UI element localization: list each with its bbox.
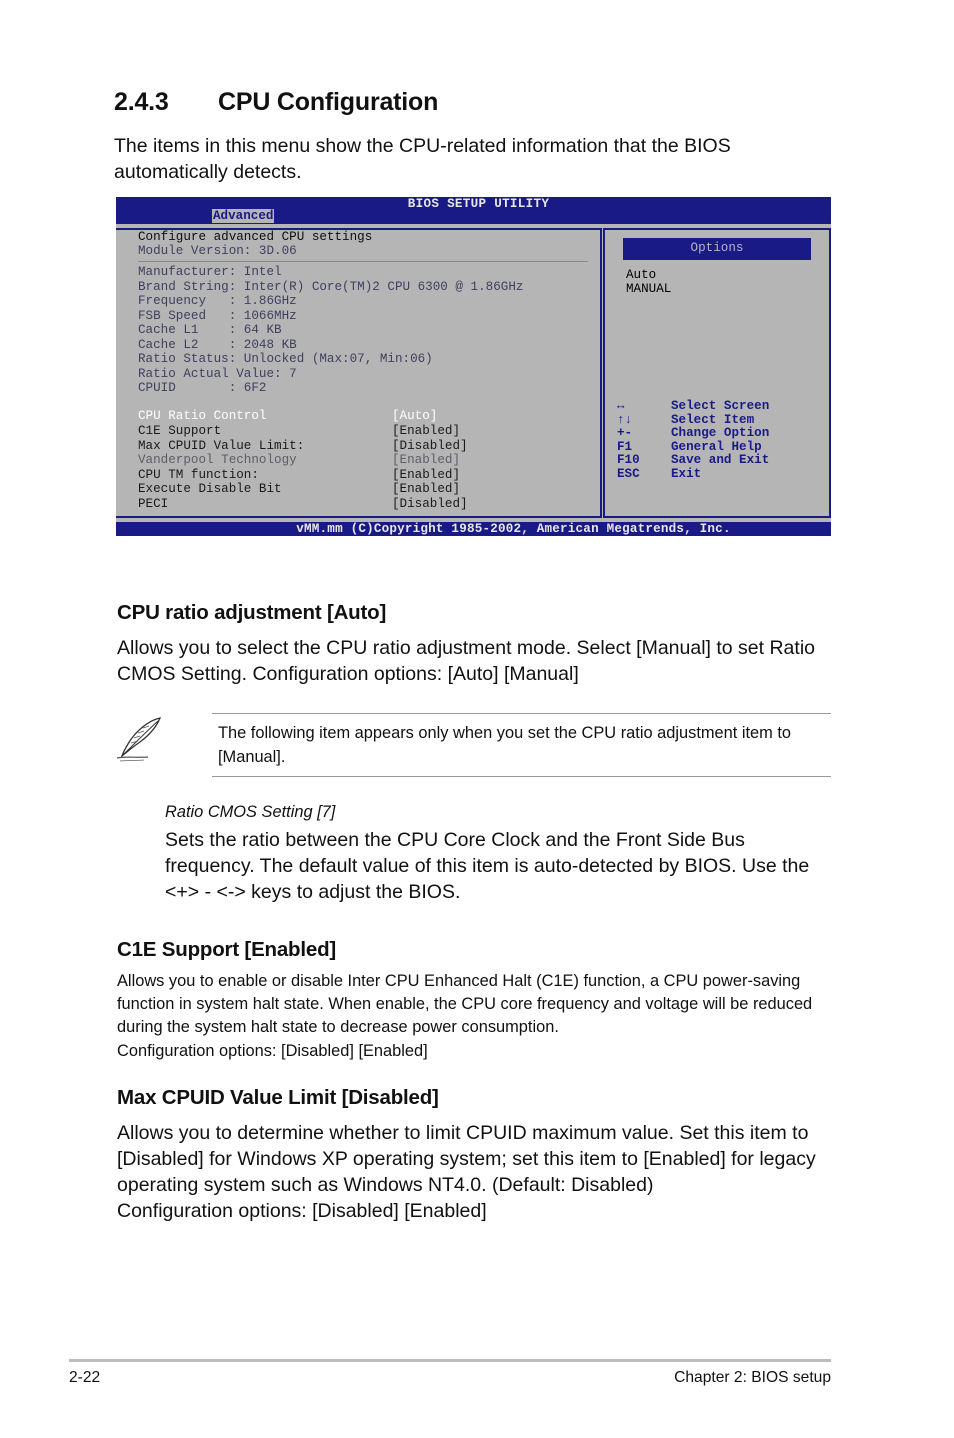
f10-key: F10 [617, 453, 640, 468]
key-desc-exit: Exit [671, 467, 702, 481]
cpu-ratio-heading: CPU ratio adjustment [Auto] [117, 601, 387, 624]
arrows-up-down-icon: ↑↓ [617, 412, 633, 427]
ratio-cmos-heading: Ratio CMOS Setting [7] [165, 803, 336, 821]
bios-value-c1e-support[interactable]: [Enabled] [392, 424, 461, 438]
bios-setting-vanderpool: Vanderpool Technology [138, 453, 297, 467]
bios-info-line: Ratio Status: Unlocked (Max:07, Min:06) [138, 352, 433, 366]
c1e-heading: C1E Support [Enabled] [117, 938, 337, 961]
bios-info-line: Brand String: Inter(R) Core(TM)2 CPU 6300 @ 1.86GHz [138, 279, 524, 294]
section-number: 2.4.3 [114, 88, 169, 116]
intro-paragraph: The items in this menu show the CPU-related information that the BIOS automatically detects. [114, 135, 731, 183]
note-text: The following item appears only when you set the CPU ratio adjustment item to [Manual]. [218, 724, 792, 766]
bios-setting-max-cpuid[interactable]: Max CPUID Value Limit: [138, 438, 305, 453]
key-desc-select-screen: Select Screen [671, 399, 770, 413]
cpuid-body: Allows you to determine whether to limit CPUID maximum value. Set this item to [Disabled] for Windows XP operating system; set this item to [Enabled] for legacy operating system such as Windows NT4.0. (Default: Disabled) [117, 1122, 816, 1196]
ratio-cmos-body: Sets the ratio between the CPU Core Clock and the Front Side Bus frequency. The default value of this item is auto-detected by BIOS. Use the <+> - <-> keys to adjust the BIOS. [165, 829, 810, 903]
note-top-rule [212, 713, 831, 714]
bios-value-vanderpool: [Enabled] [392, 453, 461, 467]
bios-separator [138, 261, 588, 262]
section-heading [114, 88, 438, 117]
cpuid-options: Configuration options: [Disabled] [Enabled] [117, 1200, 487, 1222]
bios-value-cpu-ratio-control[interactable]: [Auto] [392, 409, 438, 423]
arrows-left-right-icon: ↔ [617, 399, 625, 413]
bios-info-line: Cache L2 : 2048 KB [138, 337, 297, 352]
cpuid-heading: Max CPUID Value Limit [Disabled] [117, 1086, 439, 1109]
bios-value-execute-disable[interactable]: [Enabled] [392, 482, 461, 496]
cpu-ratio-body: Allows you to select the CPU ratio adjustment mode. Select [Manual] to set Ratio CMOS Setting. Configuration options: [Auto] [Manual] [117, 637, 816, 685]
footer-rule [69, 1359, 831, 1362]
esc-key: ESC [617, 467, 640, 481]
bios-option-manual[interactable]: MANUAL [626, 282, 672, 296]
bios-option-auto[interactable]: Auto [626, 268, 657, 282]
bios-info-line: Manufacturer: Intel [138, 265, 282, 279]
bios-value-cpu-tm[interactable]: [Enabled] [392, 467, 461, 482]
bios-setting-peci[interactable]: PECI [138, 496, 169, 511]
key-desc-general-help: General Help [671, 439, 762, 454]
section-title: CPU Configuration [218, 88, 439, 116]
bios-tab-advanced[interactable]: Advanced [213, 209, 274, 223]
bios-info-line: Frequency : 1.86GHz [138, 294, 297, 308]
bios-value-max-cpuid[interactable]: [Disabled] [392, 438, 468, 453]
key-desc-save-exit: Save and Exit [671, 453, 770, 468]
chapter-label: Chapter 2: BIOS setup [674, 1369, 831, 1386]
bios-setting-cpu-tm[interactable]: CPU TM function: [138, 467, 259, 482]
bios-info-line: FSB Speed : 1066MHz [138, 308, 297, 323]
c1e-body: Allows you to enable or disable Inter CPU Enhanced Halt (C1E) function, a CPU power-saving function in system halt state. When enable, the CPU core frequency and voltage will be reduced during the system halt state to decrease power consumption. [117, 972, 813, 1037]
bios-title: BIOS SETUP UTILITY [407, 197, 550, 211]
note-bottom-rule [212, 776, 831, 777]
bios-value-peci[interactable]: [Disabled] [392, 496, 468, 511]
c1e-options: Configuration options: [Disabled] [Enabled] [117, 1042, 428, 1060]
plus-minus-key: +- [617, 426, 633, 441]
bios-module-version: Module Version: 3D.06 [138, 244, 297, 258]
bios-options-header: Options [623, 238, 811, 260]
bios-setting-cpu-ratio-control[interactable]: CPU Ratio Control [138, 409, 267, 423]
bios-help-panel [603, 228, 831, 518]
bios-info-line: CPUID : 6F2 [138, 381, 267, 395]
bios-copyright-bar: vMM.mm (C)Copyright 1985-2002, American Megatrends, Inc. [116, 522, 831, 536]
bios-title-bar [116, 197, 831, 224]
bios-info-line: Ratio Actual Value: 7 [138, 366, 297, 381]
f1-key: F1 [617, 439, 633, 454]
key-desc-select-item: Select Item [671, 412, 755, 427]
bios-info-line: Cache L1 : 64 KB [138, 323, 282, 337]
page-number: 2-22 [69, 1369, 101, 1386]
key-desc-change-option: Change Option [671, 426, 770, 441]
bios-main-panel [116, 228, 602, 518]
note-feather-icon [114, 714, 168, 769]
bios-setting-execute-disable[interactable]: Execute Disable Bit [138, 482, 282, 496]
bios-header-configure: Configure advanced CPU settings [138, 230, 373, 244]
bios-screen [116, 197, 831, 536]
bios-setting-c1e-support[interactable]: C1E Support [138, 424, 222, 438]
